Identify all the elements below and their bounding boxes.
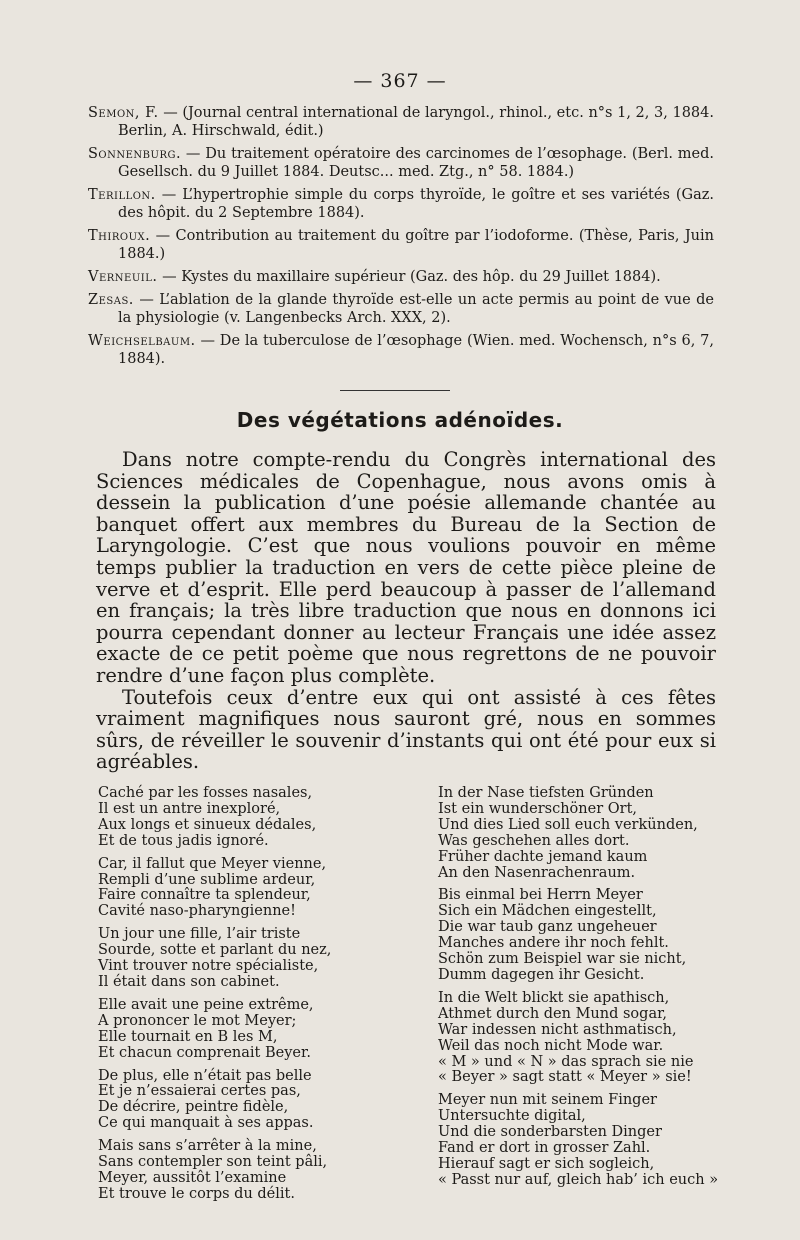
poem-verse: Ce qui manquait à ses appas. <box>98 1115 314 1132</box>
poem-verse: Sans contempler son teint pâli, <box>98 1154 328 1171</box>
poem-verse: Die war taub ganz ungeheuer <box>438 919 657 936</box>
poem-verse: Weil das noch nicht Mode war. <box>438 1037 664 1054</box>
poem-verse: Un jour une fille, l’air triste <box>98 926 301 943</box>
poem-verse: Manches andere ihr noch fehlt. <box>438 935 669 952</box>
poem-verse: De plus, elle n’était pas belle <box>98 1067 312 1084</box>
poem-verse: Früher dachte jemand kaum <box>438 848 648 865</box>
poem-stanza <box>438 786 728 881</box>
poem-verse: Hierauf sagt er sich sogleich, <box>438 1155 655 1172</box>
poem-verse: Aux longs et sinueux dédales, <box>98 816 317 833</box>
bibliography-author: Weichselbaum. <box>88 333 196 349</box>
poem-stanza <box>98 1069 398 1133</box>
poem-verse: Il est un antre inexploré, <box>98 800 281 817</box>
bibliography-reference: — Contribution au traitement du goître par l’iodoforme. (Thèse, Paris, Juin 1884.) <box>118 228 714 262</box>
poem-stanza <box>98 857 398 921</box>
poem-verse: Et trouve le corps du délit. <box>98 1185 295 1202</box>
poem-verse: Untersuchte digital, <box>438 1108 586 1125</box>
poem-verse: Et je n’essaierai certes pas, <box>98 1083 301 1100</box>
poem-german <box>438 786 728 1210</box>
poem-verse: Fand er dort in grosser Zahl. <box>438 1140 651 1157</box>
poem-verse: Und die sonderbarsten Dinger <box>438 1124 662 1141</box>
paragraph: Dans notre compte-rendu du Congrès international des Sciences médicales de Copenhague, nous avons omis à dessein la publication d’une poésie allemande chantée au banquet offert aux membres du Bureau de la Section de Laryngologie. C’est que nous voulions pouvoir en même temps publier la traduction en vers de cette pièce pleine de verve et d’esprit. Elle perd beaucoup à passer de l’allemand en français; la très libre traduction que nous en donnons ici pourra cependant donner au lecteur Français une idée assez exacte de ce petit poème que nous regrettons de ne pouvoir rendre d’une façon plus complète. <box>96 448 716 687</box>
poem-verse: « M » und « N » das sprach sie nie <box>438 1053 694 1070</box>
bibliography-reference: — Kystes du maxillaire supérieur (Gaz. des hôp. du 29 Juillet 1884). <box>157 269 661 285</box>
poem-stanza <box>98 927 398 991</box>
poem-verse: Was geschehen alles dort. <box>438 832 630 849</box>
bibliography-entry <box>88 291 714 327</box>
bibliography-entry <box>88 268 714 286</box>
poem-verse: Et de tous jadis ignoré. <box>98 832 269 849</box>
poem-verse: An den Nasenrachenraum. <box>438 864 636 881</box>
poem-stanza <box>438 1093 728 1188</box>
bibliography-reference: — (Journal central international de laryngol., rhinol., etc. n°s 1, 2, 3, 1884. Berlin, A. Hirschwald, édit.) <box>118 105 714 139</box>
bibliography-list <box>88 104 714 373</box>
poem-french <box>98 786 398 1210</box>
poem-verse: In der Nase tiefsten Gründen <box>438 785 654 801</box>
poem-verse: Sich ein Mädchen eingestellt, <box>438 903 657 920</box>
poem-columns <box>98 786 728 1210</box>
poem-verse: War indessen nicht asthmatisch, <box>438 1021 677 1038</box>
poem-verse: Athmet durch den Mund sogar, <box>438 1005 668 1022</box>
poem-verse: Elle avait une peine extrême, <box>98 996 314 1013</box>
bibliography-author: Zesas. <box>88 292 134 308</box>
section-divider <box>340 390 450 391</box>
paragraph: Toutefois ceux d’entre eux qui ont assisté à ces fêtes vraiment magnifiques nous sauront gré, nous en sommes sûrs, de réveiller le souvenir d’instants qui ont été pour eux si agréables. <box>96 685 716 774</box>
poem-verse: Ist ein wunderschöner Ort, <box>438 800 637 817</box>
poem-stanza <box>98 786 398 850</box>
bibliography-entry <box>88 186 714 222</box>
page-number: — 367 — <box>353 70 447 92</box>
poem-verse: Meyer nun mit seinem Finger <box>438 1092 657 1109</box>
section-title: Des végétations adénoïdes. <box>236 408 564 432</box>
bibliography-author: Verneuil. <box>88 269 158 285</box>
bibliography-entry <box>88 332 714 368</box>
poem-verse: « Passt nur auf, gleich hab’ ich euch » <box>438 1171 719 1188</box>
poem-verse: Schön zum Beispiel war sie nicht, <box>438 951 687 968</box>
poem-verse: A prononcer le mot Meyer; <box>98 1012 297 1029</box>
bibliography-entry <box>88 145 714 181</box>
poem-stanza <box>438 991 728 1086</box>
poem-verse: In die Welt blickt sie apathisch, <box>438 989 670 1006</box>
bibliography-entry <box>88 227 714 263</box>
poem-verse: Il était dans son cabinet. <box>98 973 280 990</box>
poem-verse: Rempli d’une sublime ardeur, <box>98 871 316 888</box>
poem-verse: De décrire, peintre fidèle, <box>98 1099 289 1116</box>
poem-verse: Vint trouver notre spécialiste, <box>98 958 319 975</box>
bibliography-reference: — L’ablation de la glande thyroïde est-elle un acte permis au point de vue de la physiologie (v. Langenbecks Arch. XXX, 2). <box>118 292 714 326</box>
poem-verse: Faire connaître ta splendeur, <box>98 887 311 904</box>
poem-verse: Caché par les fosses nasales, <box>98 785 313 801</box>
bibliography-author: Semon, F. <box>88 105 159 121</box>
poem-verse: « Beyer » sagt statt « Meyer » sie! <box>438 1069 692 1086</box>
poem-verse: Cavité naso-pharyngienne! <box>98 903 296 920</box>
bibliography-entry <box>88 104 714 140</box>
bibliography-author: Thiroux. <box>88 228 151 244</box>
poem-verse: Und dies Lied soll euch verkünden, <box>438 816 698 833</box>
body-text <box>96 449 716 773</box>
bibliography-author: Terillon. <box>88 187 156 203</box>
poem-verse: Et chacun comprenait Beyer. <box>98 1044 311 1061</box>
poem-verse: Mais sans s’arrêter à la mine, <box>98 1138 317 1155</box>
poem-stanza <box>98 998 398 1062</box>
poem-stanza <box>438 888 728 983</box>
poem-verse: Dumm dagegen ihr Gesicht. <box>438 966 645 983</box>
poem-verse: Meyer, aussitôt l’examine <box>98 1169 287 1186</box>
poem-stanza <box>98 1139 398 1203</box>
poem-verse: Sourde, sotte et parlant du nez, <box>98 942 332 959</box>
bibliography-reference: — De la tuberculose de l’œsophage (Wien. med. Wochensch, n°s 6, 7, 1884). <box>118 333 714 367</box>
poem-verse: Car, il fallut que Meyer vienne, <box>98 855 327 872</box>
bibliography-reference: — L’hypertrophie simple du corps thyroïde, le goître et ses variétés (Gaz. des hôpit. du 2 Septembre 1884). <box>118 187 714 221</box>
poem-verse: Bis einmal bei Herrn Meyer <box>438 887 643 904</box>
bibliography-author: Sonnenburg. <box>88 146 182 162</box>
bibliography-reference: — Du traitement opératoire des carcinomes de l’œsophage. (Berl. med. Gesellsch. du 9 Juillet 1884. Deutsc... med. Ztg., n° 58. 1884.) <box>118 146 714 180</box>
poem-verse: Elle tournait en B les M, <box>98 1028 278 1045</box>
